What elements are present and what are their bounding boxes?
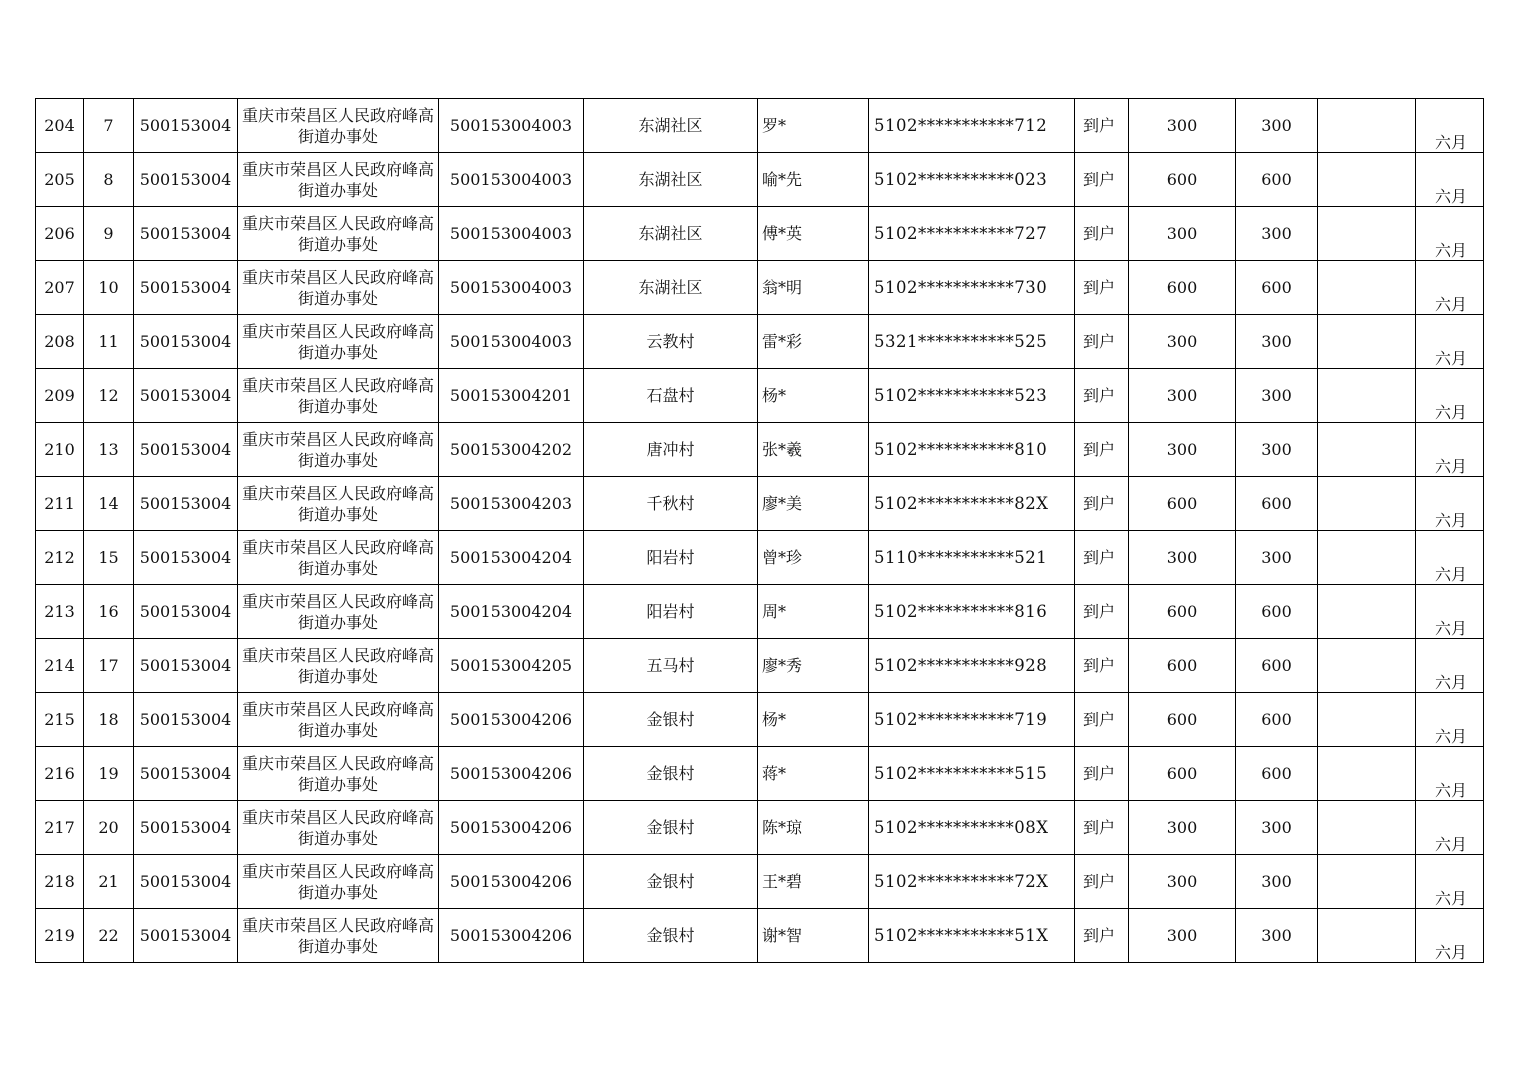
cell-area-code: 500153004 [134,531,238,585]
cell-amount-1: 600 [1129,153,1236,207]
data-table [35,98,1484,963]
cell-amount-1: 600 [1129,693,1236,747]
cell-no: 22 [84,909,134,963]
cell-village-code: 500153004201 [439,369,584,423]
cell-month: 六月 [1416,315,1484,369]
cell-amount-1: 300 [1129,909,1236,963]
cell-name: 廖*秀 [758,639,869,693]
cell-type: 到户 [1075,261,1129,315]
cell-organization: 重庆市荣昌区人民政府峰高街道办事处 [238,747,439,801]
cell-organization: 重庆市荣昌区人民政府峰高街道办事处 [238,531,439,585]
cell-village-code: 500153004205 [439,639,584,693]
cell-month: 六月 [1416,207,1484,261]
cell-seq: 219 [36,909,84,963]
cell-village: 千秋村 [584,477,758,531]
cell-id-number: 5102***********023 [869,153,1075,207]
cell-type: 到户 [1075,477,1129,531]
cell-name: 喻*先 [758,153,869,207]
cell-organization: 重庆市荣昌区人民政府峰高街道办事处 [238,909,439,963]
cell-village: 东湖社区 [584,207,758,261]
cell-amount-1: 600 [1129,585,1236,639]
cell-amount-1: 300 [1129,801,1236,855]
cell-no: 17 [84,639,134,693]
cell-month: 六月 [1416,693,1484,747]
cell-name: 傅*英 [758,207,869,261]
cell-name: 陈*琼 [758,801,869,855]
cell-note [1318,639,1416,693]
table-row [36,261,1484,315]
cell-village-code: 500153004202 [439,423,584,477]
cell-organization: 重庆市荣昌区人民政府峰高街道办事处 [238,693,439,747]
cell-village-code: 500153004206 [439,693,584,747]
cell-name: 蒋* [758,747,869,801]
cell-note [1318,477,1416,531]
cell-amount-1: 300 [1129,99,1236,153]
cell-area-code: 500153004 [134,153,238,207]
cell-id-number: 5102***********810 [869,423,1075,477]
cell-name: 罗* [758,99,869,153]
table-body [36,99,1484,963]
cell-village-code: 500153004206 [439,801,584,855]
cell-area-code: 500153004 [134,585,238,639]
cell-amount-1: 300 [1129,369,1236,423]
cell-month: 六月 [1416,585,1484,639]
cell-note [1318,693,1416,747]
cell-seq: 216 [36,747,84,801]
cell-name: 周* [758,585,869,639]
cell-amount-2: 300 [1236,855,1318,909]
cell-village-code: 500153004003 [439,207,584,261]
cell-village: 东湖社区 [584,99,758,153]
cell-name: 雷*彩 [758,315,869,369]
cell-name: 王*碧 [758,855,869,909]
cell-village: 东湖社区 [584,153,758,207]
cell-amount-2: 300 [1236,207,1318,261]
cell-amount-2: 300 [1236,531,1318,585]
cell-month: 六月 [1416,531,1484,585]
cell-type: 到户 [1075,639,1129,693]
cell-village: 金银村 [584,909,758,963]
cell-no: 10 [84,261,134,315]
cell-organization: 重庆市荣昌区人民政府峰高街道办事处 [238,639,439,693]
cell-village-code: 500153004206 [439,855,584,909]
table-row [36,153,1484,207]
cell-note [1318,207,1416,261]
cell-note [1318,909,1416,963]
cell-note [1318,99,1416,153]
cell-name: 杨* [758,693,869,747]
cell-seq: 209 [36,369,84,423]
cell-type: 到户 [1075,855,1129,909]
cell-note [1318,315,1416,369]
cell-area-code: 500153004 [134,477,238,531]
cell-no: 11 [84,315,134,369]
cell-no: 12 [84,369,134,423]
cell-month: 六月 [1416,855,1484,909]
cell-organization: 重庆市荣昌区人民政府峰高街道办事处 [238,585,439,639]
cell-note [1318,747,1416,801]
table-row [36,693,1484,747]
table-row [36,99,1484,153]
cell-area-code: 500153004 [134,99,238,153]
cell-id-number: 5102***********515 [869,747,1075,801]
cell-organization: 重庆市荣昌区人民政府峰高街道办事处 [238,153,439,207]
cell-village-code: 500153004003 [439,153,584,207]
cell-amount-2: 300 [1236,315,1318,369]
cell-amount-1: 300 [1129,531,1236,585]
cell-seq: 210 [36,423,84,477]
table-row [36,747,1484,801]
cell-type: 到户 [1075,801,1129,855]
cell-id-number: 5102***********719 [869,693,1075,747]
cell-village: 石盘村 [584,369,758,423]
cell-village: 唐冲村 [584,423,758,477]
cell-village: 金银村 [584,801,758,855]
cell-seq: 212 [36,531,84,585]
cell-type: 到户 [1075,207,1129,261]
cell-name: 张*羲 [758,423,869,477]
cell-seq: 218 [36,855,84,909]
cell-no: 19 [84,747,134,801]
cell-amount-1: 600 [1129,747,1236,801]
cell-seq: 213 [36,585,84,639]
cell-village: 金银村 [584,693,758,747]
cell-name: 杨* [758,369,869,423]
cell-month: 六月 [1416,153,1484,207]
cell-amount-2: 600 [1236,639,1318,693]
table-row [36,207,1484,261]
cell-area-code: 500153004 [134,261,238,315]
cell-seq: 204 [36,99,84,153]
cell-month: 六月 [1416,423,1484,477]
cell-amount-1: 300 [1129,423,1236,477]
cell-seq: 217 [36,801,84,855]
table-row [36,315,1484,369]
cell-id-number: 5102***********712 [869,99,1075,153]
table-row [36,531,1484,585]
cell-amount-1: 600 [1129,477,1236,531]
table-row [36,477,1484,531]
cell-village-code: 500153004206 [439,747,584,801]
cell-note [1318,801,1416,855]
cell-amount-2: 600 [1236,153,1318,207]
cell-note [1318,855,1416,909]
cell-note [1318,585,1416,639]
cell-note [1318,261,1416,315]
cell-seq: 215 [36,693,84,747]
cell-no: 7 [84,99,134,153]
table-row [36,909,1484,963]
cell-area-code: 500153004 [134,315,238,369]
cell-note [1318,531,1416,585]
cell-id-number: 5102***********730 [869,261,1075,315]
cell-no: 16 [84,585,134,639]
cell-village: 云教村 [584,315,758,369]
cell-amount-2: 300 [1236,801,1318,855]
cell-seq: 214 [36,639,84,693]
cell-organization: 重庆市荣昌区人民政府峰高街道办事处 [238,207,439,261]
cell-type: 到户 [1075,693,1129,747]
cell-organization: 重庆市荣昌区人民政府峰高街道办事处 [238,855,439,909]
cell-type: 到户 [1075,423,1129,477]
cell-amount-2: 300 [1236,423,1318,477]
table-row [36,639,1484,693]
cell-village: 金银村 [584,747,758,801]
cell-id-number: 5102***********523 [869,369,1075,423]
cell-area-code: 500153004 [134,909,238,963]
cell-village-code: 500153004203 [439,477,584,531]
table-row [36,423,1484,477]
cell-amount-1: 600 [1129,261,1236,315]
cell-name: 曾*珍 [758,531,869,585]
cell-month: 六月 [1416,99,1484,153]
cell-no: 13 [84,423,134,477]
table-row [36,369,1484,423]
cell-no: 20 [84,801,134,855]
cell-amount-1: 600 [1129,639,1236,693]
cell-id-number: 5102***********816 [869,585,1075,639]
cell-month: 六月 [1416,477,1484,531]
cell-amount-2: 600 [1236,477,1318,531]
cell-id-number: 5102***********72X [869,855,1075,909]
cell-no: 14 [84,477,134,531]
cell-amount-2: 300 [1236,909,1318,963]
cell-no: 9 [84,207,134,261]
cell-village-code: 500153004003 [439,99,584,153]
cell-village-code: 500153004003 [439,261,584,315]
cell-organization: 重庆市荣昌区人民政府峰高街道办事处 [238,423,439,477]
table-row [36,585,1484,639]
cell-village-code: 500153004204 [439,585,584,639]
cell-id-number: 5102***********51X [869,909,1075,963]
cell-village-code: 500153004204 [439,531,584,585]
cell-id-number: 5102***********727 [869,207,1075,261]
cell-type: 到户 [1075,315,1129,369]
cell-amount-2: 600 [1236,261,1318,315]
cell-name: 廖*美 [758,477,869,531]
cell-id-number: 5102***********82X [869,477,1075,531]
cell-id-number: 5321***********525 [869,315,1075,369]
cell-id-number: 5102***********928 [869,639,1075,693]
cell-type: 到户 [1075,153,1129,207]
cell-month: 六月 [1416,639,1484,693]
cell-village: 阳岩村 [584,585,758,639]
cell-month: 六月 [1416,909,1484,963]
cell-organization: 重庆市荣昌区人民政府峰高街道办事处 [238,477,439,531]
cell-amount-2: 300 [1236,99,1318,153]
cell-area-code: 500153004 [134,639,238,693]
cell-month: 六月 [1416,369,1484,423]
cell-area-code: 500153004 [134,423,238,477]
cell-type: 到户 [1075,909,1129,963]
cell-seq: 208 [36,315,84,369]
cell-area-code: 500153004 [134,855,238,909]
cell-type: 到户 [1075,747,1129,801]
cell-organization: 重庆市荣昌区人民政府峰高街道办事处 [238,261,439,315]
cell-amount-1: 300 [1129,855,1236,909]
cell-organization: 重庆市荣昌区人民政府峰高街道办事处 [238,315,439,369]
cell-note [1318,423,1416,477]
cell-type: 到户 [1075,531,1129,585]
cell-amount-2: 300 [1236,369,1318,423]
cell-type: 到户 [1075,99,1129,153]
cell-id-number: 5110***********521 [869,531,1075,585]
cell-village-code: 500153004003 [439,315,584,369]
cell-village: 东湖社区 [584,261,758,315]
cell-amount-1: 300 [1129,207,1236,261]
cell-area-code: 500153004 [134,801,238,855]
cell-note [1318,153,1416,207]
cell-organization: 重庆市荣昌区人民政府峰高街道办事处 [238,801,439,855]
cell-amount-2: 600 [1236,585,1318,639]
cell-village: 金银村 [584,855,758,909]
table-row [36,855,1484,909]
table-row [36,801,1484,855]
cell-no: 8 [84,153,134,207]
cell-organization: 重庆市荣昌区人民政府峰高街道办事处 [238,369,439,423]
cell-area-code: 500153004 [134,207,238,261]
cell-village: 五马村 [584,639,758,693]
cell-seq: 211 [36,477,84,531]
cell-area-code: 500153004 [134,693,238,747]
cell-organization: 重庆市荣昌区人民政府峰高街道办事处 [238,99,439,153]
cell-month: 六月 [1416,801,1484,855]
cell-area-code: 500153004 [134,747,238,801]
cell-seq: 207 [36,261,84,315]
cell-month: 六月 [1416,747,1484,801]
cell-month: 六月 [1416,261,1484,315]
cell-no: 21 [84,855,134,909]
cell-no: 15 [84,531,134,585]
cell-type: 到户 [1075,369,1129,423]
cell-no: 18 [84,693,134,747]
cell-seq: 205 [36,153,84,207]
cell-id-number: 5102***********08X [869,801,1075,855]
cell-village-code: 500153004206 [439,909,584,963]
cell-amount-2: 600 [1236,747,1318,801]
cell-seq: 206 [36,207,84,261]
cell-name: 谢*智 [758,909,869,963]
cell-name: 翁*明 [758,261,869,315]
cell-amount-1: 300 [1129,315,1236,369]
cell-type: 到户 [1075,585,1129,639]
cell-note [1318,369,1416,423]
cell-village: 阳岩村 [584,531,758,585]
cell-amount-2: 600 [1236,693,1318,747]
cell-area-code: 500153004 [134,369,238,423]
